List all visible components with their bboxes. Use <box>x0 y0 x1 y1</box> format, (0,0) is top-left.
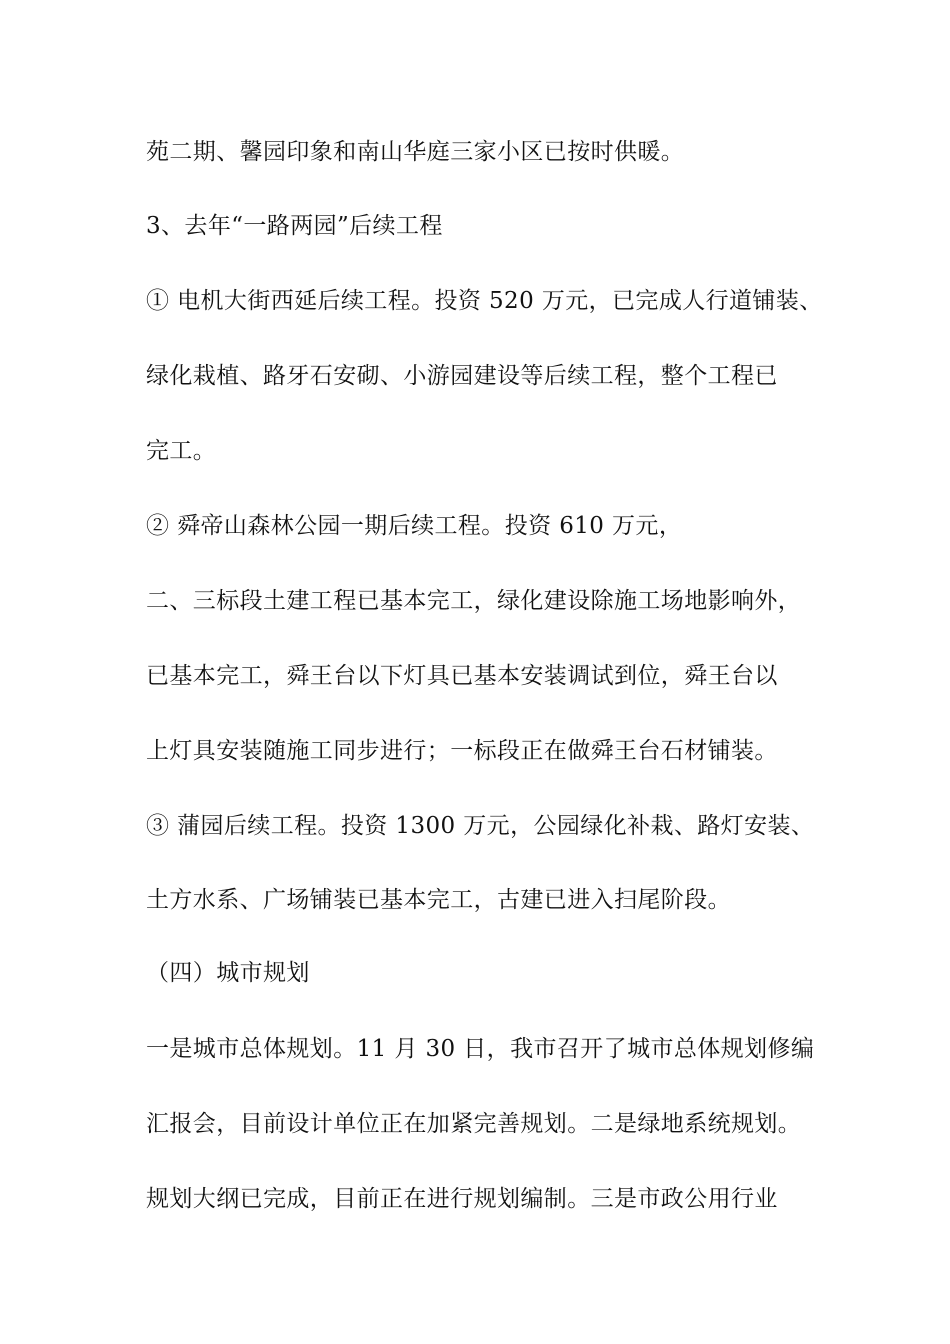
text-line: 完工。 <box>146 438 217 464</box>
text-line: ③ 蒲园后续工程。投资 1300 万元，公园绿化补栽、路灯安装、 <box>146 813 815 839</box>
text-line: 土方水系、广场铺装已基本完工，古建已进入扫尾阶段。 <box>146 887 731 913</box>
section-heading: （四）城市规划 <box>146 960 310 986</box>
text-line: 已基本完工，舜王台以下灯具已基本安装调试到位，舜王台以 <box>146 663 778 689</box>
text-line: 上灯具安装随施工同步进行；一标段正在做舜王台石材铺装。 <box>146 738 778 764</box>
text-line: 汇报会，目前设计单位正在加紧完善规划。二是绿地系统规划。 <box>146 1111 802 1137</box>
text-line: 规划大纲已完成，目前正在进行规划编制。三是市政公用行业 <box>146 1186 778 1212</box>
text-line: 二、三标段土建工程已基本完工，绿化建设除施工场地影响外， <box>146 588 802 614</box>
text-line: ① 电机大街西延后续工程。投资 520 万元，已完成人行道铺装、 <box>146 288 823 314</box>
text-line: 一是城市总体规划。11 月 30 日，我市召开了城市总体规划修编 <box>146 1036 815 1062</box>
text-line: 3、去年“一路两园”后续工程 <box>146 213 443 239</box>
text-line: ② 舜帝山森林公园一期后续工程。投资 610 万元， <box>146 513 683 539</box>
text-line: 绿化栽植、路牙石安砌、小游园建设等后续工程，整个工程已 <box>146 363 778 389</box>
text-line: 苑二期、馨园印象和南山华庭三家小区已按时供暖。 <box>146 139 685 165</box>
